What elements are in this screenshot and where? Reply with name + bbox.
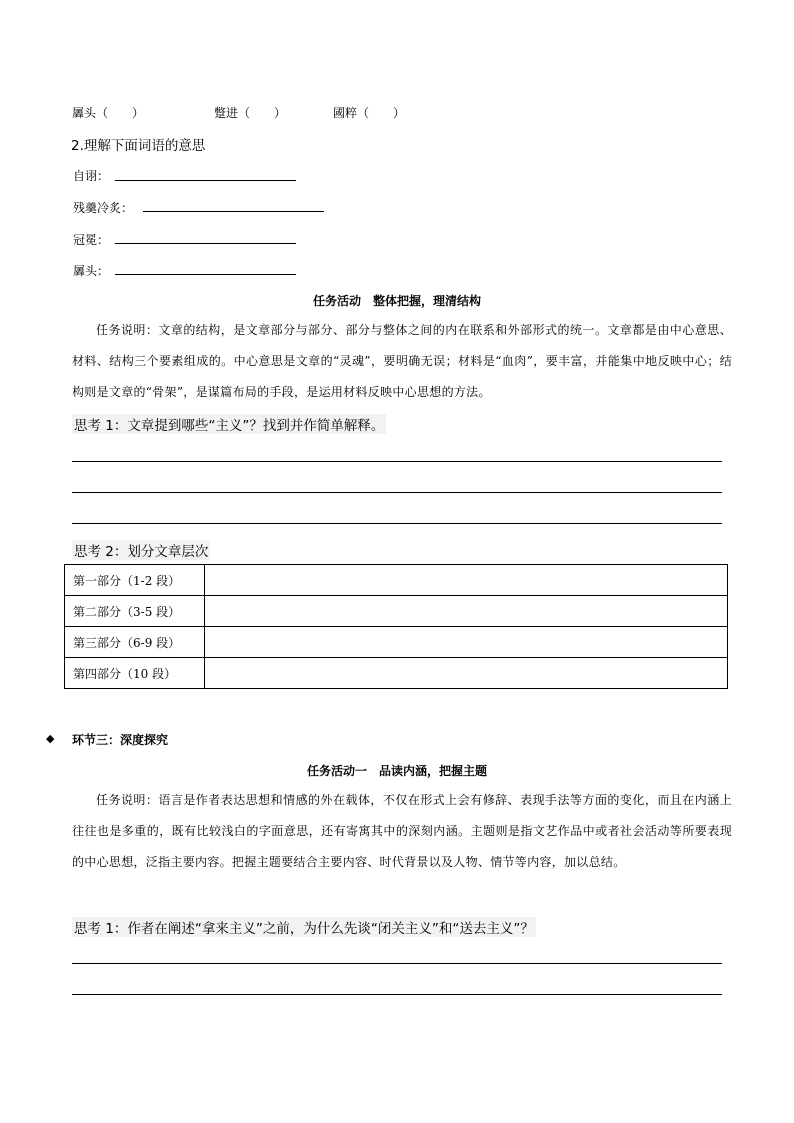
vocab-item: 蹩进（ ）: [214, 106, 287, 120]
answer-line[interactable]: [72, 523, 722, 524]
definition-term: 残羹冷炙：: [73, 201, 134, 215]
activity-1-title: 任务活动 整体把握，理清结构: [312, 294, 481, 308]
vocab-item: 國粹（ ）: [333, 106, 406, 120]
part-label: 第四部分（10 段）: [65, 658, 205, 689]
definition-term: 自诩：: [73, 169, 110, 183]
table-row: [65, 596, 728, 627]
definition-answer-line[interactable]: [143, 211, 324, 212]
definition-answer-line[interactable]: [115, 243, 296, 244]
part-answer-cell[interactable]: [205, 658, 728, 689]
table-row: [65, 627, 728, 658]
activity-2-description: 任务说明：语言是作者表达思想和情感的外在载体，不仅在形式上会有修辞、表现手法等方面的变化，而且在内涵上往往也是多重的，既有比较浅白的字面意思，还有寄寓其中的深刻内涵。主题则是指文艺作品中或者社会活动等所要表现的中心思想，泛指主要内容。把握主题要结合主要内容、时代背景以及人物、情节等内容，加以总结。: [72, 793, 732, 869]
section-3-heading: 环节三：深度探究: [72, 733, 169, 747]
vocab-item: 羼头（ ）: [72, 106, 145, 120]
definition-answer-line[interactable]: [115, 180, 296, 181]
part-label: 第二部分（3-5 段）: [65, 596, 205, 627]
table-row: [65, 658, 728, 689]
part-answer-cell[interactable]: [205, 565, 728, 596]
think-2-question: 思考 2：划分文章层次: [72, 540, 210, 560]
definition-term: 冠冕：: [73, 233, 110, 247]
diamond-bullet-icon: ◆: [46, 732, 55, 745]
think-1-question-2: 思考 1：作者在阐述“拿来主义”之前，为什么先谈“闭关主义”和“送去主义”？: [72, 917, 536, 937]
section-2-heading: 2.理解下面词语的意思: [71, 138, 206, 154]
part-label: 第一部分（1-2 段）: [65, 565, 205, 596]
definition-term: 羼头：: [73, 264, 110, 278]
table-row: [65, 565, 728, 596]
part-answer-cell[interactable]: [205, 627, 728, 658]
part-label: 第三部分（6-9 段）: [65, 627, 205, 658]
part-answer-cell[interactable]: [205, 596, 728, 627]
answer-line[interactable]: [72, 963, 722, 964]
answer-line[interactable]: [72, 994, 722, 995]
think-1-question: 思考 1：文章提到哪些“主义”？找到并作简单解释。: [72, 414, 386, 434]
answer-line[interactable]: [72, 461, 722, 462]
activity-2-title: 任务活动一 品读内涵，把握主题: [306, 764, 487, 778]
definition-answer-line[interactable]: [115, 274, 296, 275]
activity-1-description: 任务说明：文章的结构，是文章部分与部分、部分与整体之间的内在联系和外部形式的统一。文章都是由中心意思、材料、结构三个要素组成的。中心意思是文章的“灵魂”，要明确无误；材料是“血肉”，要丰富，并能集中地反映中心；结构则是文章的“骨架”，是谋篇布局的手段，是运用材料反映中心思想的方法。: [72, 323, 732, 399]
structure-table: [64, 564, 728, 689]
answer-line[interactable]: [72, 492, 722, 493]
